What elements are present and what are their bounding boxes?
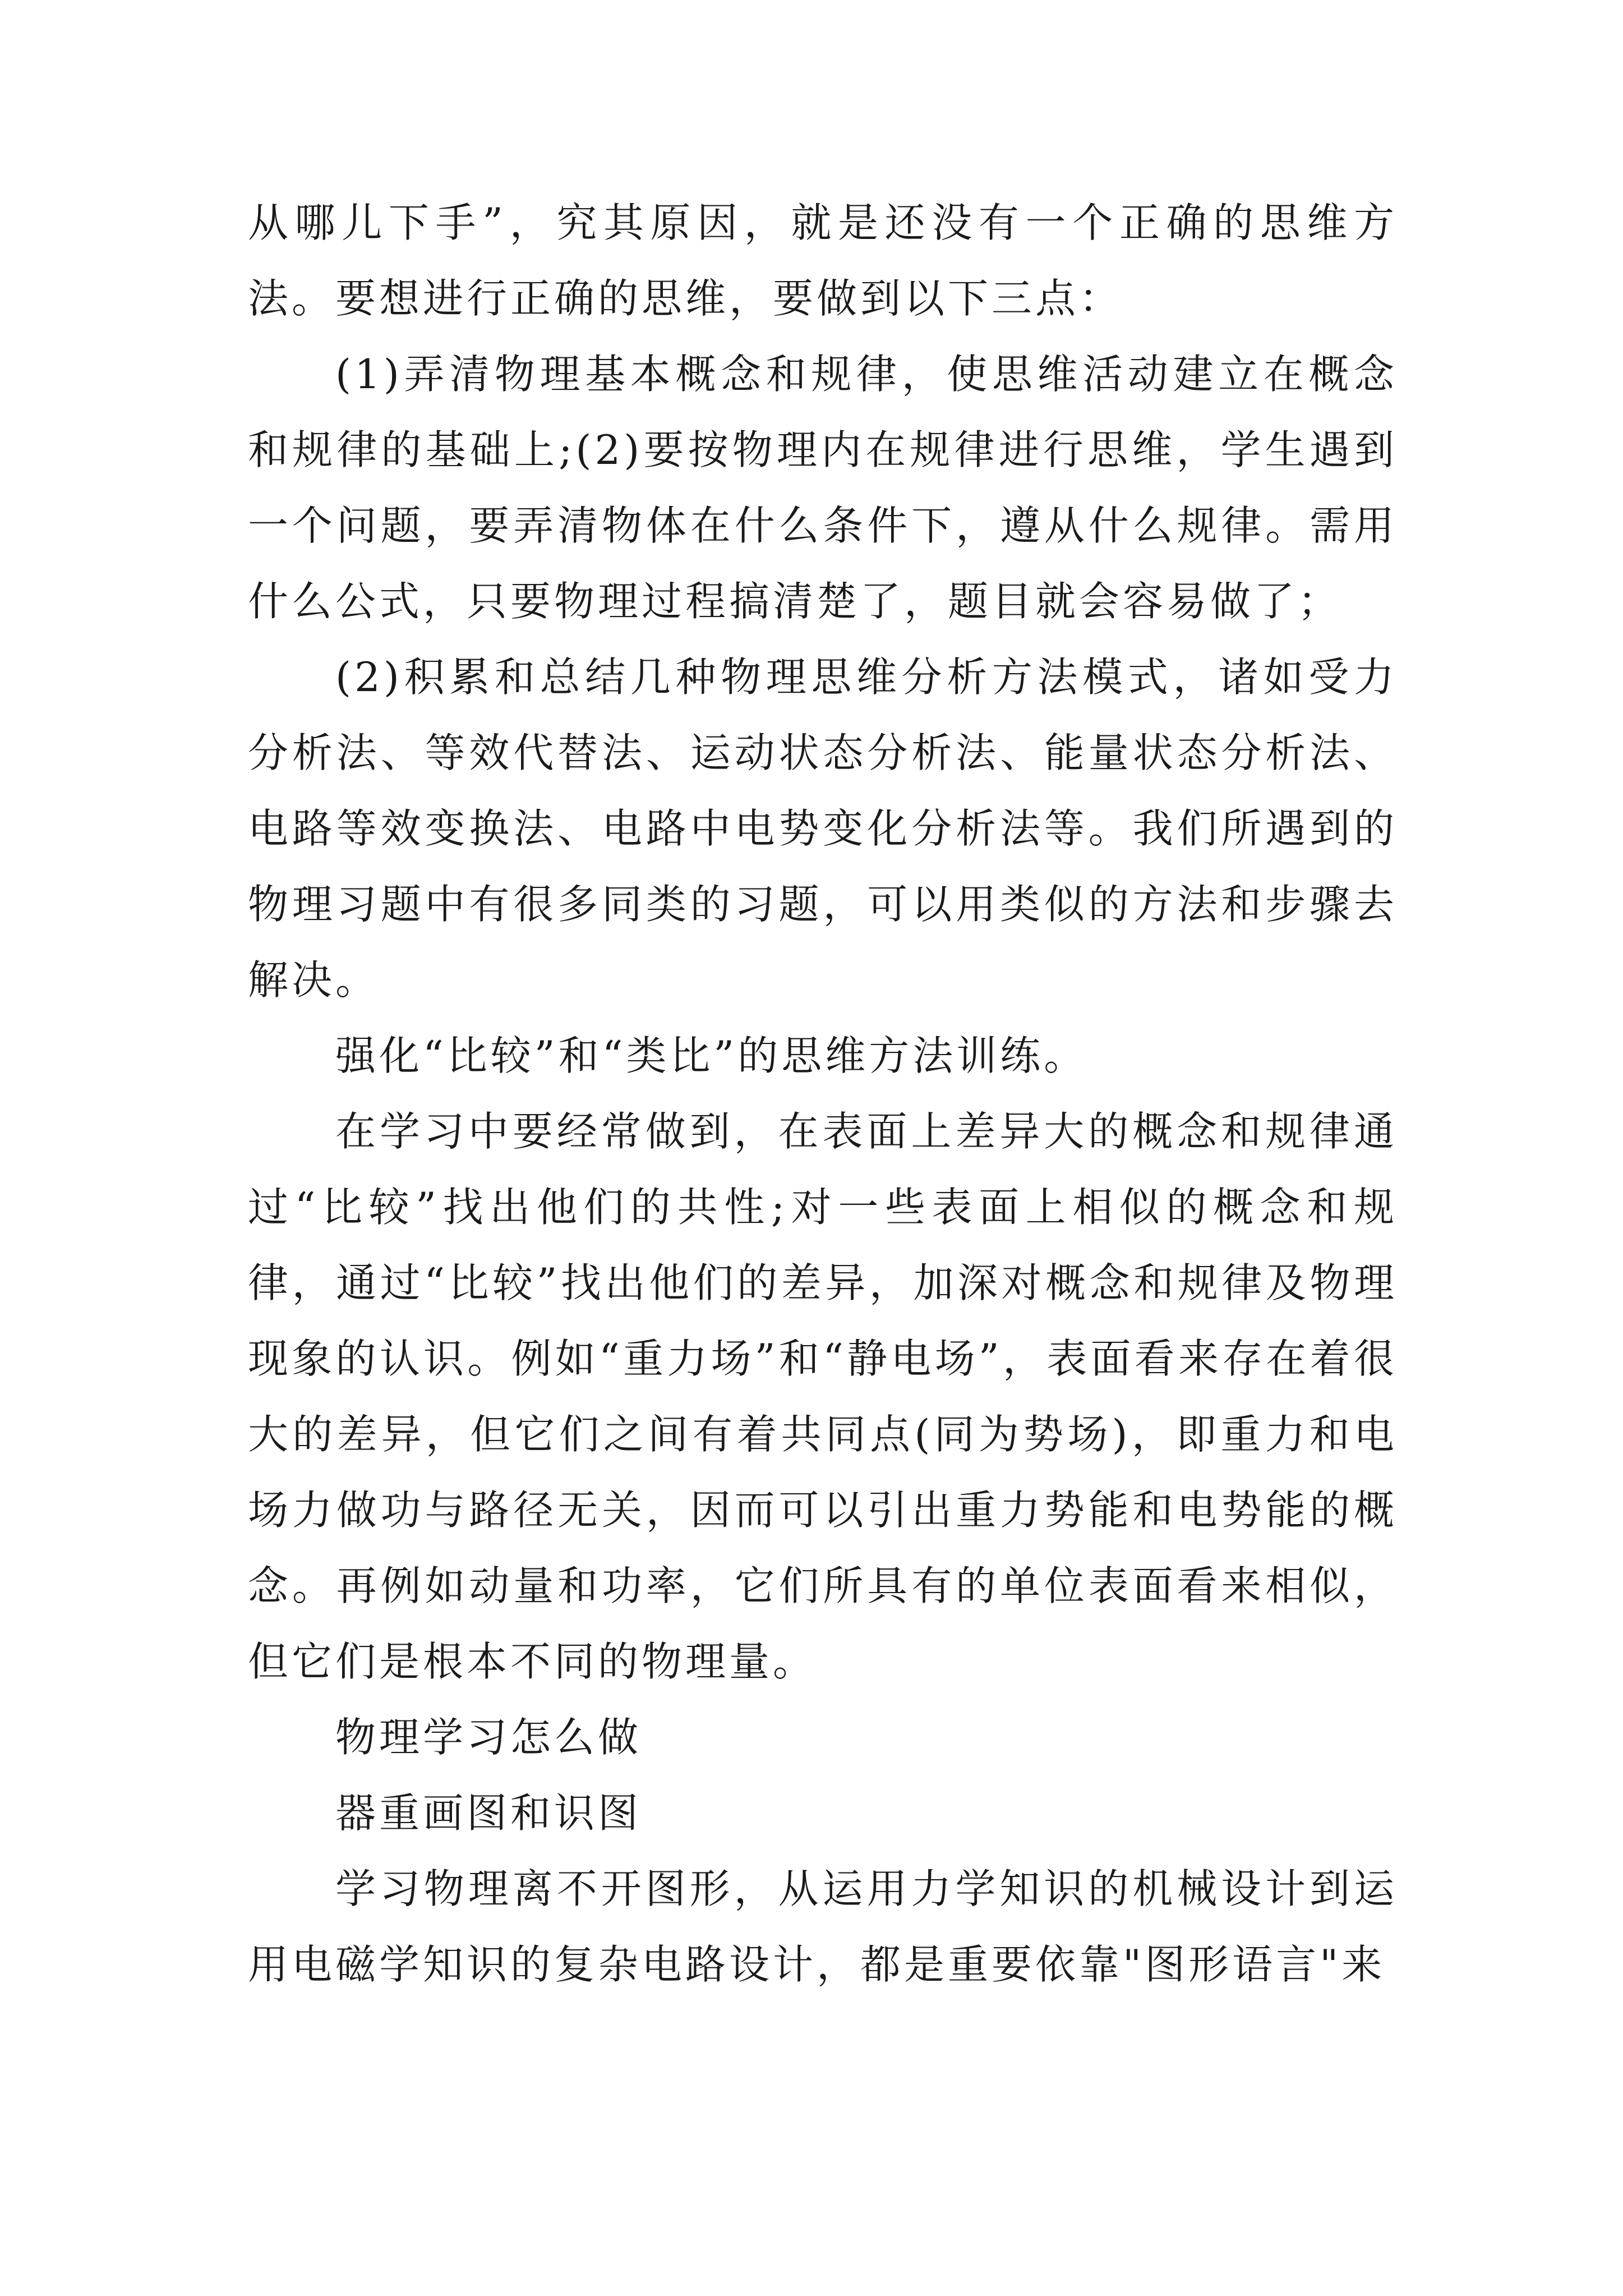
paragraph-8: 学习物理离不开图形，从运用力学知识的机械设计到运用电磁学知识的复杂电路设计，都是重要依靠"图形语言"来 xyxy=(248,1865,1398,1988)
paragraph-1: 从哪儿下手”，究其原因，就是还没有一个正确的思维方法。要想进行正确的思维，要做到以下三点： xyxy=(248,199,1398,322)
body-text xyxy=(248,185,1398,2003)
paragraph-2: (1)弄清物理基本概念和规律，使思维活动建立在概念和规律的基础上;(2)要按物理内在规律进行思维，学生遇到一个问题，要弄清物体在什么条件下，遵从什么规律。需用什么公式，只要物理过程搞清楚了，题目就会容易做了； xyxy=(248,351,1398,625)
paragraph-7: 器重画图和识图 xyxy=(335,1789,642,1837)
paragraph-3: (2)积累和总结几种物理思维分析方法模式，诸如受力分析法、等效代替法、运动状态分析法、能量状态分析法、电路等效变换法、电路中电势变化分析法等。我们所遇到的物理习题中有很多同类的习题，可以用类似的方法和步骤去解决。 xyxy=(248,654,1398,1004)
paragraph-4: 强化“比较”和“类比”的思维方法训练。 xyxy=(335,1032,1088,1079)
paragraph-6: 物理学习怎么做 xyxy=(335,1714,642,1761)
paragraph-5: 在学习中要经常做到，在表面上差异大的概念和规律通过“比较”找出他们的共性;对一些表面上相似的概念和规律，通过“比较”找出他们的差异，加深对概念和规律及物理现象的认识。例如“重力场”和“静电场”，表面看来存在着很大的差异，但它们之间有着共同点(同为势场)，即重力和电场力做功与路径无关，因而可以引出重力势能和电势能的概念。再例如动量和功率，它们所具有的单位表面看来相似，但它们是根本不同的物理量。 xyxy=(248,1108,1398,1685)
